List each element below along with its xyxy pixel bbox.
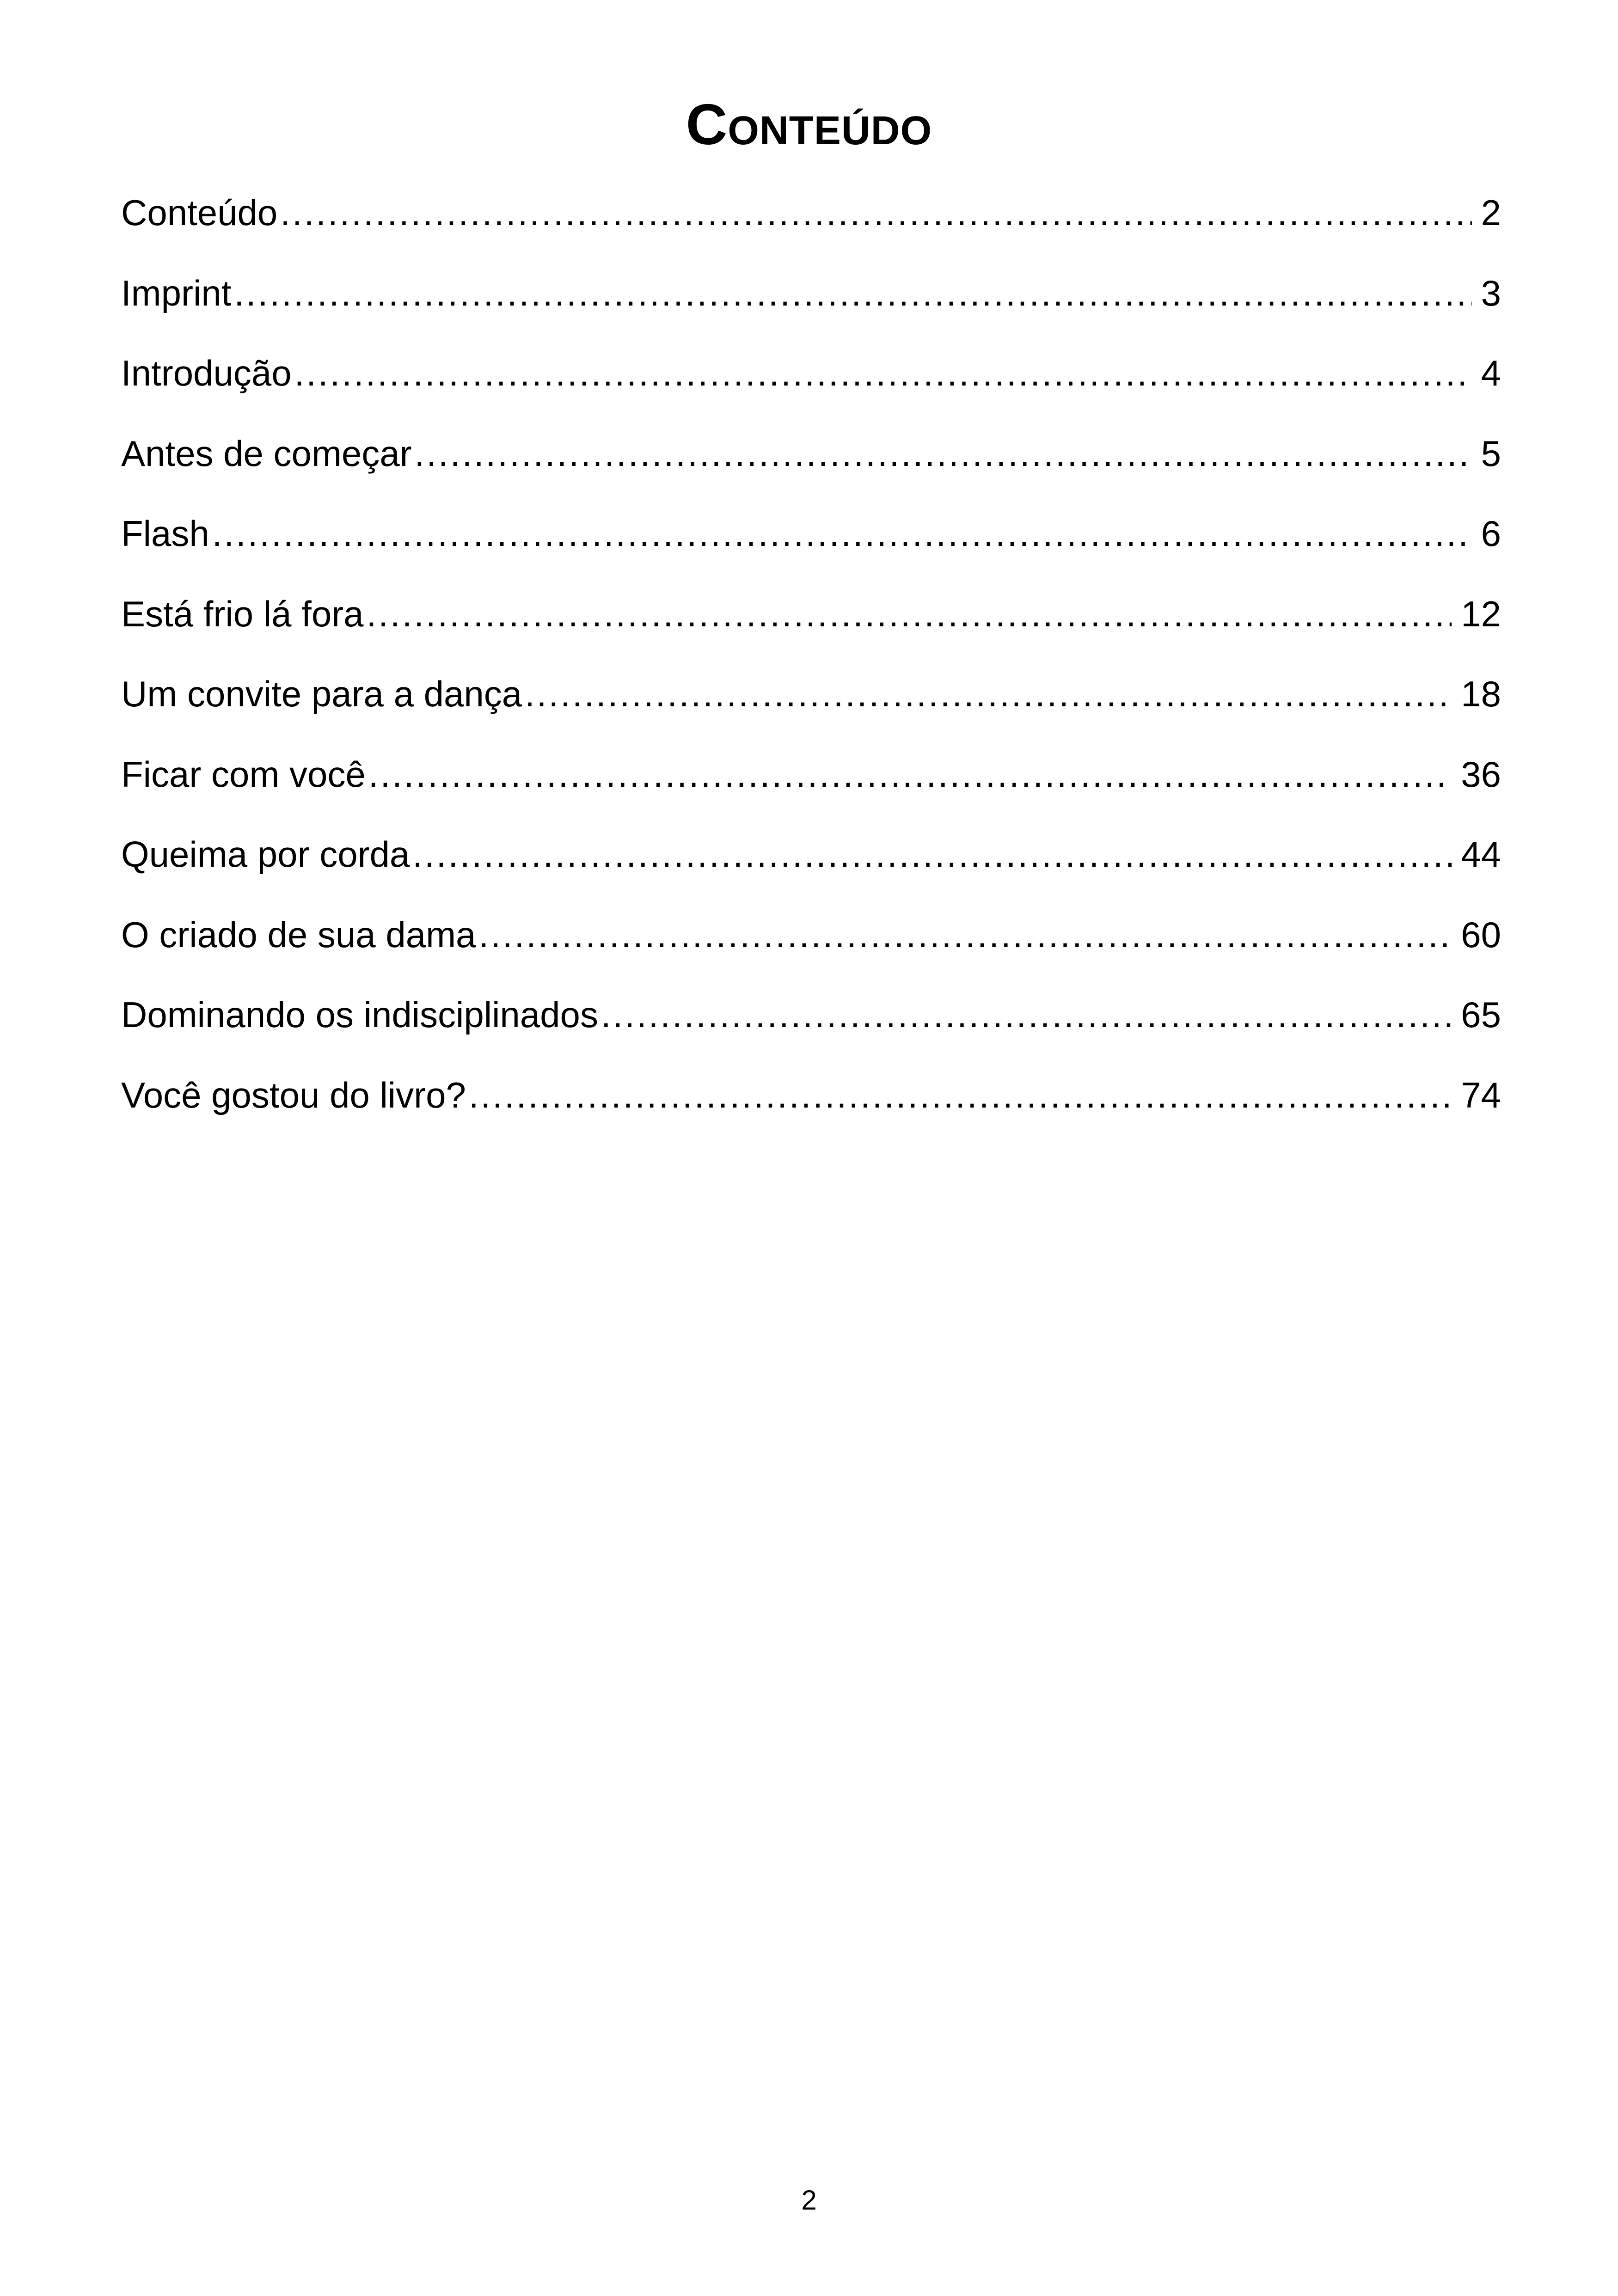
dot-leader [415,423,1472,484]
toc-entry-label: Introdução [121,353,292,393]
toc-entry-label: Você gostou do livro? [121,1074,466,1115]
dot-leader [601,985,1452,1045]
toc-entry[interactable] [121,183,1501,263]
toc-entry-label: Flash [121,513,209,554]
toc-entry-label: Queima por corda [121,834,410,875]
toc-entry-page: 60 [1461,914,1501,955]
toc-entry-label: Imprint [121,272,232,313]
toc-entry-page: 36 [1461,753,1501,795]
toc-entry[interactable] [121,584,1501,664]
toc-entry[interactable] [121,824,1501,905]
toc-entry-label: Dominando os indisciplinados [121,994,598,1035]
dot-leader [368,744,1452,804]
toc-entry-page: 4 [1481,353,1501,393]
toc-entry-label: Está frio lá fora [121,593,364,634]
toc-entry-label: Conteúdo [121,192,278,233]
table-of-contents [121,183,1501,1145]
toc-entry[interactable] [121,343,1501,423]
dot-leader [367,584,1452,644]
toc-entry-label: Antes de começar [121,433,412,474]
dot-leader [212,503,1472,563]
toc-entry-label: Um convite para a dança [121,673,522,714]
toc-entry[interactable] [121,503,1501,584]
toc-entry-page: 18 [1461,673,1501,714]
toc-entry-page: 6 [1481,513,1501,554]
dot-leader [280,183,1471,243]
toc-entry[interactable] [121,1065,1501,1145]
toc-entry[interactable] [121,905,1501,985]
dot-leader [478,905,1452,965]
dot-leader [525,664,1452,724]
toc-entry-page: 5 [1481,433,1501,474]
dot-leader [469,1065,1452,1125]
toc-entry-page: 74 [1461,1074,1501,1115]
toc-entry-label: Ficar com você [121,753,366,795]
dot-leader [412,824,1452,884]
toc-entry-page: 44 [1461,834,1501,875]
toc-entry-page: 12 [1461,593,1501,634]
toc-entry[interactable] [121,664,1501,744]
toc-entry-page: 2 [1481,192,1501,233]
dot-leader [294,343,1472,403]
page-title: Conteúdo [686,93,932,157]
toc-entry[interactable] [121,263,1501,343]
toc-entry[interactable] [121,985,1501,1065]
toc-entry[interactable] [121,744,1501,825]
dot-leader [234,263,1471,323]
toc-entry-page: 65 [1461,994,1501,1035]
toc-entry-page: 3 [1481,272,1501,313]
page-number: 2 [801,2185,817,2216]
toc-entry-label: O criado de sua dama [121,914,476,955]
toc-entry[interactable] [121,423,1501,504]
